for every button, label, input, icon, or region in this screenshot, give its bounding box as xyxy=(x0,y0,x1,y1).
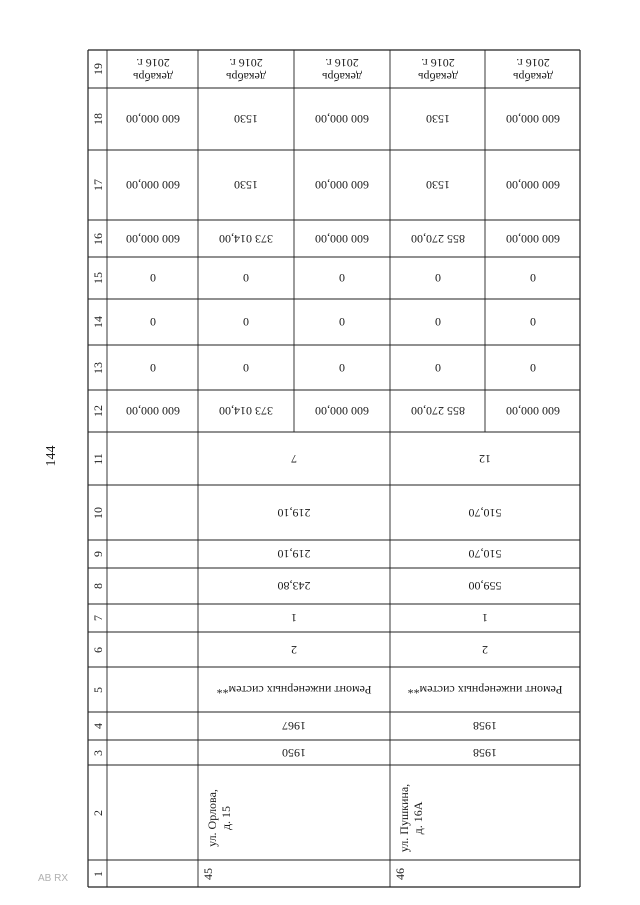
cell-row1-col14: 0 xyxy=(149,315,156,329)
column-header-9: 9 xyxy=(90,551,105,557)
cell-row2-col17: 1530 xyxy=(234,178,258,192)
cell-row4-col13: 0 xyxy=(434,360,441,375)
column-header-17: 17 xyxy=(90,179,105,191)
cell-row5-col12: 600 000,00 xyxy=(505,404,560,418)
column-header-6: 6 xyxy=(90,646,105,653)
cell-row2-col7: 1 xyxy=(291,611,297,625)
column-header-7: 7 xyxy=(90,615,105,621)
cell-row2-col18: 1530 xyxy=(234,112,258,126)
cell-row5-col17: 600 000,00 xyxy=(505,178,560,192)
cell-row4-col14: 0 xyxy=(434,315,441,329)
cell-row5-col16: 600 000,00 xyxy=(505,231,560,246)
cell-row3-col13: 0 xyxy=(339,360,345,375)
cell-row3-col14: 0 xyxy=(339,315,345,329)
cell-row4-col15: 0 xyxy=(434,271,441,285)
cell-row2-col16: 373 014,00 xyxy=(219,231,273,246)
cell-row4-col12: 855 270,00 xyxy=(410,404,465,418)
cell-row3-col19: декабрь 2016 г. xyxy=(322,56,362,84)
cell-row2-col12: 373 014,00 xyxy=(219,404,273,418)
cell-row4-col3: 1958 xyxy=(473,745,497,760)
cell-row1-col15: 0 xyxy=(149,271,156,285)
cell-row4-col2: ул. Пушкина, д. 16А xyxy=(397,783,425,853)
cell-row4-col11: 12 xyxy=(479,451,491,466)
cell-row4-col4: 1958 xyxy=(473,719,497,733)
cell-row4-col19: декабрь 2016 г. xyxy=(417,56,458,84)
column-header-5: 5 xyxy=(90,686,105,693)
cell-row2-col13: 0 xyxy=(243,360,249,375)
cell-row4-col6: 2 xyxy=(482,642,488,657)
cell-row5-col19: декабрь 2016 г. xyxy=(512,56,553,84)
column-header-19: 19 xyxy=(90,63,105,75)
cell-row1-col19: декабрь 2016 г. xyxy=(132,56,173,84)
page-number: 144 xyxy=(44,445,59,467)
column-header-13: 13 xyxy=(90,361,105,374)
cell-row4-col17: 1530 xyxy=(425,178,450,192)
cell-row1-col16: 600 000,00 xyxy=(125,231,180,246)
cell-row2-col4: 1967 xyxy=(282,719,306,733)
cell-row5-col13: 0 xyxy=(529,360,536,375)
cell-row3-col17: 600 000,00 xyxy=(315,178,369,192)
column-header-2: 2 xyxy=(90,809,105,816)
cell-row4-col7: 1 xyxy=(482,611,488,625)
cell-row2-col15: 0 xyxy=(243,271,249,285)
cell-row2-col3: 1950 xyxy=(282,745,306,760)
cell-row5-col18: 600 000,00 xyxy=(505,112,560,126)
cell-row4-col5: Ремонт инженерных систем** xyxy=(407,682,563,697)
cell-row4-col10: 510,70 xyxy=(468,505,502,520)
column-header-15: 15 xyxy=(90,272,105,284)
cell-row3-col16: 600 000,00 xyxy=(315,231,369,246)
cell-row2-col1: 45 xyxy=(201,867,215,880)
cell-row1-col13: 0 xyxy=(149,360,156,375)
cell-row1-col17: 600 000,00 xyxy=(125,178,180,192)
cell-row2-col6: 2 xyxy=(291,642,297,657)
column-header-12: 12 xyxy=(90,405,105,417)
cell-row2-col5: Ремонт инженерных систем** xyxy=(216,682,372,697)
cell-row2-col10: 219,10 xyxy=(277,505,311,520)
cell-row5-col14: 0 xyxy=(529,315,536,329)
cell-row5-col15: 0 xyxy=(529,271,536,285)
column-header-16: 16 xyxy=(90,232,105,245)
cell-row1-col12: 600 000,00 xyxy=(125,404,180,418)
cell-row1-col18: 600 000,00 xyxy=(125,112,180,126)
column-header-1: 1 xyxy=(90,870,105,877)
column-header-4: 4 xyxy=(90,723,105,729)
cell-row4-col1: 46 xyxy=(393,867,407,880)
column-header-3: 3 xyxy=(90,749,105,756)
cell-row4-col18: 1530 xyxy=(425,112,450,126)
cell-row4-col9: 510,70 xyxy=(468,547,502,561)
column-header-18: 18 xyxy=(90,113,105,125)
cell-row2-col14: 0 xyxy=(243,315,249,329)
cell-row3-col18: 600 000,00 xyxy=(315,112,369,126)
column-header-11: 11 xyxy=(90,452,105,465)
cell-row2-col11: 7 xyxy=(291,451,297,466)
footer-mark: AB RX xyxy=(38,873,69,884)
cell-row2-col19: декабрь 2016 г. xyxy=(226,56,266,84)
cell-row3-col12: 600 000,00 xyxy=(315,404,369,418)
cell-row4-col16: 855 270,00 xyxy=(410,231,465,246)
column-header-10: 10 xyxy=(90,506,105,519)
cell-row2-col8: 243,80 xyxy=(277,579,311,593)
column-header-14: 14 xyxy=(90,316,105,328)
cell-row2-col2: ул. Орлова, д. 15 xyxy=(205,789,233,847)
cell-row2-col9: 219,10 xyxy=(277,547,311,561)
column-header-8: 8 xyxy=(90,583,105,589)
cell-row4-col8: 559,00 xyxy=(468,579,502,593)
cell-row3-col15: 0 xyxy=(339,271,345,285)
